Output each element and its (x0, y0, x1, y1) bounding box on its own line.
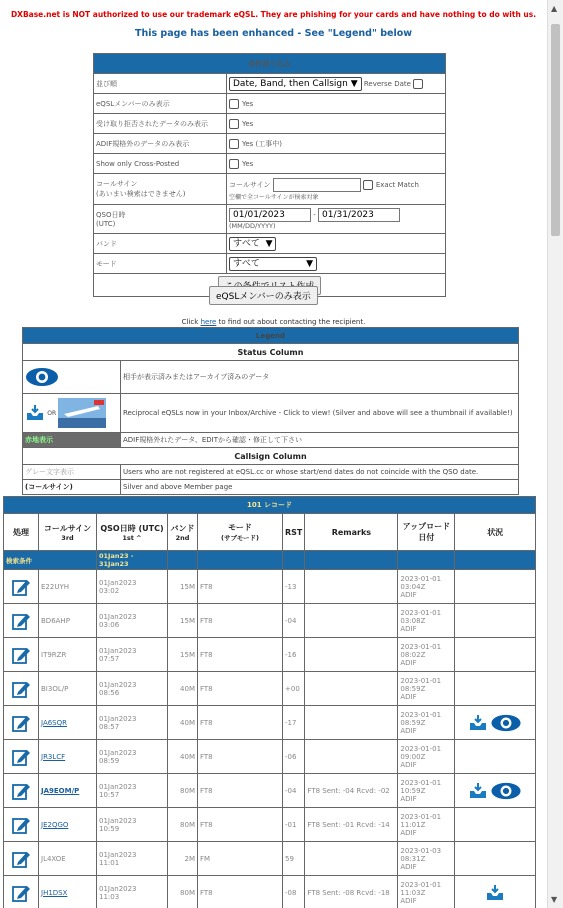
card-thumbnail-icon (58, 398, 106, 428)
col-band-label: バンド (170, 523, 195, 533)
row-qso-clock: 10:59 (99, 824, 120, 833)
edit-icon (11, 713, 31, 733)
vertical-scrollbar[interactable] (547, 0, 563, 908)
col-band-sort: 2nd (175, 533, 190, 542)
row-upload-date: 2023-01-01 (400, 642, 442, 651)
filter-empty-2 (198, 551, 283, 570)
row-mode: FT8 (198, 808, 283, 842)
scroll-thumb[interactable] (551, 24, 560, 236)
row-rst: 59 (283, 842, 305, 876)
row-rst: -04 (283, 604, 305, 638)
row-callsign (39, 740, 97, 774)
mode-select-value: すべて (233, 258, 260, 269)
row-qso-clock: 03:06 (99, 620, 120, 629)
col-remarks-label: Remarks (331, 527, 372, 537)
row-remarks (305, 638, 398, 672)
rejected-checkbox[interactable] (229, 119, 239, 129)
row-remarks: FT8 Sent: -08 Rcvd: -18 (305, 876, 398, 908)
row-upload-source: ADIF (400, 862, 417, 871)
edit-button[interactable] (4, 774, 39, 808)
table-row (4, 808, 536, 842)
row-remarks (305, 842, 398, 876)
sort-label: 並び順 (94, 74, 227, 94)
row-qso-time (97, 706, 168, 740)
edit-button[interactable] (4, 808, 39, 842)
row-mode: FT8 (198, 774, 283, 808)
filter-form (93, 53, 446, 297)
enhanced-notice: This page has been enhanced - See "Legend" below (134, 28, 413, 39)
mode-label: モード (94, 254, 227, 274)
col-qso-time-label: QSO日時 (UTC) (100, 523, 164, 533)
row-qso-date: 01Jan2023 (99, 680, 137, 689)
col-upload-date[interactable] (398, 514, 455, 551)
row-band: 15M (168, 604, 198, 638)
row-status (455, 740, 536, 774)
row-qso-clock: 11:01 (99, 858, 120, 867)
callsign-text: JL4XOE (41, 854, 66, 863)
inbox-download-icon[interactable] (485, 884, 505, 902)
row-upload-time: 08:31Z (400, 854, 426, 863)
row-upload-source: ADIF (400, 692, 417, 701)
contact-note (0, 318, 547, 326)
row-band: 40M (168, 706, 198, 740)
edit-icon (11, 815, 31, 835)
table-row (4, 570, 536, 604)
col-remarks (305, 514, 398, 551)
callsign-input[interactable] (273, 178, 361, 192)
row-status (455, 638, 536, 672)
row-qso-clock: 07:57 (99, 654, 120, 663)
exact-match-checkbox[interactable] (363, 180, 373, 190)
row-upload-date: 2023-01-01 (400, 880, 442, 889)
callsign-field-label: コールサイン (229, 180, 271, 189)
row-qso-date: 01Jan2023 (99, 782, 137, 791)
col-callsign[interactable] (39, 514, 97, 551)
band-select-value: すべて (233, 238, 260, 249)
rejected-yes: Yes (242, 119, 254, 128)
row-qso-date: 01Jan2023 (99, 714, 137, 723)
sort-select[interactable] (229, 77, 362, 91)
edit-icon (11, 611, 31, 631)
row-upload-time: 08:59Z (400, 684, 426, 693)
qso-date-label: QSO日時 (96, 211, 126, 219)
row-mode: FT8 (198, 672, 283, 706)
filter-empty-4 (305, 551, 398, 570)
chevron-down-icon: ▼ (350, 78, 358, 89)
contact-note-pre: Click (181, 318, 201, 326)
row-status (455, 604, 536, 638)
callsign-link[interactable]: JE2QGO (41, 820, 69, 829)
legend-eye-cell (23, 361, 121, 394)
row-mode: FT8 (198, 740, 283, 774)
col-band[interactable] (168, 514, 198, 551)
row-qso-date: 01Jan2023 (99, 748, 137, 757)
row-remarks (305, 672, 398, 706)
adif-label: ADIF規格外のデータのみ表示 (94, 134, 227, 154)
row-qso-clock: 08:56 (99, 688, 120, 697)
callsign-link[interactable]: JA9EOM/P (41, 786, 80, 795)
row-upload-time: 09:00Z (400, 752, 426, 761)
mode-select[interactable] (229, 257, 317, 271)
row-upload-time: 10:59Z (400, 786, 426, 795)
legend-gray-desc: Users who are not registered at eQSL.cc or whose start/end dates do not coincide with the QSO date. (121, 465, 519, 480)
row-mode: FT8 (198, 570, 283, 604)
contact-note-post: to find out about contacting the recipient. (216, 318, 366, 326)
row-callsign (39, 774, 97, 808)
inbox-download-icon[interactable] (468, 714, 488, 732)
filter-criteria-row (4, 551, 536, 570)
legend-red-desc: ADIF規格外れたデータ、EDITから確認・修正して下さい (121, 433, 519, 448)
cross-posted-label: Show only Cross-Posted (94, 154, 227, 174)
row-qso-time (97, 604, 168, 638)
edit-icon (11, 747, 31, 767)
legend-inbox-cell (23, 394, 121, 433)
table-row (4, 740, 536, 774)
filter-empty-6 (455, 551, 536, 570)
row-upload (398, 570, 455, 604)
contact-here-link[interactable]: here (200, 318, 217, 326)
reverse-date-checkbox[interactable] (413, 79, 423, 89)
row-qso-time (97, 842, 168, 876)
members-only-yes: Yes (242, 99, 254, 108)
row-upload (398, 672, 455, 706)
col-callsign-sort: 3rd (61, 533, 74, 542)
scroll-down-arrow-icon[interactable]: ▼ (551, 895, 558, 904)
row-remarks: FT8 Sent: -01 Rcvd: -14 (305, 808, 398, 842)
row-qso-clock: 03:02 (99, 586, 120, 595)
row-upload-date: 2023-01-01 (400, 744, 442, 753)
band-select[interactable] (229, 237, 276, 251)
row-callsign (39, 570, 97, 604)
row-qso-time (97, 570, 168, 604)
row-qso-time (97, 740, 168, 774)
row-upload-date: 2023-01-01 (400, 778, 442, 787)
row-band: 80M (168, 774, 198, 808)
row-qso-date: 01Jan2023 (99, 646, 137, 655)
edit-button[interactable] (4, 638, 39, 672)
row-upload (398, 706, 455, 740)
col-process (4, 514, 39, 551)
callsign-text: BI3OL/P (41, 684, 69, 693)
eye-icon (25, 366, 59, 388)
table-row (4, 604, 536, 638)
filter-criteria-range: 01Jan23 - 31Jan23 (97, 551, 168, 570)
cross-posted-checkbox[interactable] (229, 159, 239, 169)
row-upload-date: 2023-01-01 (400, 574, 442, 583)
scroll-up-arrow-icon[interactable]: ▲ (551, 4, 558, 13)
callsign-column-heading: Callsign Column (23, 448, 519, 465)
date-format-hint: (MM/DD/YYYY) (229, 222, 276, 230)
status-column-heading: Status Column (23, 344, 519, 361)
row-upload-source: ADIF (400, 726, 417, 735)
row-band: 80M (168, 808, 198, 842)
row-callsign (39, 842, 97, 876)
row-rst: -06 (283, 740, 305, 774)
callsign-text: E22UYH (41, 582, 69, 591)
callsign-hint: 空欄で全コールサインが検索対象 (229, 193, 319, 201)
row-status (455, 774, 536, 808)
reverse-date-label: Reverse Date (363, 79, 411, 88)
row-remarks: FT8 Sent: -04 Rcvd: -02 (305, 774, 398, 808)
inbox-download-icon (25, 404, 45, 422)
callsign-link[interactable]: JR3LCF (41, 752, 66, 761)
row-upload-source: ADIF (400, 760, 417, 769)
qso-date-utc: (UTC) (96, 220, 116, 228)
row-rst: -17 (283, 706, 305, 740)
legend-bold-label: (コールサイン) (23, 480, 121, 495)
row-upload-source: ADIF (400, 896, 417, 905)
filter-empty-3 (283, 551, 305, 570)
row-rst: -16 (283, 638, 305, 672)
row-qso-clock: 08:59 (99, 756, 120, 765)
edit-icon (11, 645, 31, 665)
col-qso-time[interactable] (97, 514, 168, 551)
row-qso-date: 01Jan2023 (99, 884, 137, 893)
col-process-label: 処理 (13, 527, 29, 537)
row-rst: -08 (283, 876, 305, 908)
row-qso-time (97, 876, 168, 908)
row-qso-date: 01Jan2023 (99, 850, 137, 859)
exact-match-label: Exact Match (375, 180, 419, 189)
edit-icon (11, 781, 31, 801)
edit-icon (11, 577, 31, 597)
row-upload (398, 876, 455, 908)
inbox-download-icon[interactable] (468, 782, 488, 800)
row-status (455, 842, 536, 876)
col-rst (283, 514, 305, 551)
callsign-text: BD6AHP (41, 616, 70, 625)
edit-button[interactable] (4, 842, 39, 876)
row-upload-time: 03:08Z (400, 616, 426, 625)
row-upload (398, 740, 455, 774)
row-band: 15M (168, 638, 198, 672)
row-upload-time: 08:02Z (400, 650, 426, 659)
callsign-note: (あいまい検索はできません) (96, 190, 186, 198)
row-qso-time (97, 774, 168, 808)
row-rst: -04 (283, 774, 305, 808)
records-table (3, 496, 536, 908)
filter-criteria-label (4, 551, 97, 570)
row-band: 15M (168, 570, 198, 604)
filter-criteria-text: 検索条件 (6, 556, 32, 565)
edit-button[interactable] (4, 706, 39, 740)
adif-yes: Yes (工事中) (242, 139, 282, 148)
row-callsign (39, 706, 97, 740)
row-qso-clock: 08:57 (99, 722, 120, 731)
row-callsign (39, 604, 97, 638)
adif-checkbox[interactable] (229, 139, 239, 149)
members-only-label: eQSLメンバーのみ表示 (94, 94, 227, 114)
row-mode: FT8 (198, 604, 283, 638)
row-callsign (39, 672, 97, 706)
table-row (4, 706, 536, 740)
row-band: 40M (168, 672, 198, 706)
row-qso-time (97, 638, 168, 672)
edit-icon (11, 883, 31, 903)
table-row (4, 774, 536, 808)
members-only-button[interactable]: eQSLメンバーのみ表示 (209, 286, 318, 305)
row-upload-time: 03:04Z (400, 582, 426, 591)
col-rst-label: RST (285, 527, 303, 537)
row-status (455, 808, 536, 842)
row-upload (398, 638, 455, 672)
row-band: 2M (168, 842, 198, 876)
row-callsign (39, 808, 97, 842)
sort-select-value: Date, Band, then Callsign (233, 78, 348, 89)
row-remarks (305, 706, 398, 740)
row-callsign (39, 876, 97, 908)
row-qso-time (97, 808, 168, 842)
row-upload-date: 2023-01-01 (400, 676, 442, 685)
row-status (455, 672, 536, 706)
edit-button[interactable] (4, 672, 39, 706)
cross-posted-yes: Yes (242, 159, 254, 168)
table-row (4, 672, 536, 706)
row-upload-date: 2023-01-01 (400, 812, 442, 821)
edit-button[interactable] (4, 604, 39, 638)
row-upload-source: ADIF (400, 658, 417, 667)
trademark-warning: DXBase.net is NOT authorized to use our trademark eQSL. They are phishing for your cards and have nothing to do with us. (10, 10, 537, 19)
col-upload-date-label: アップロード 日付 (402, 522, 451, 542)
rejected-label: 受け取り拒否されたデータのみ表示 (94, 114, 227, 134)
row-upload-source: ADIF (400, 590, 417, 599)
row-upload-date: 2023-01-01 (400, 710, 442, 719)
row-qso-date: 01Jan2023 (99, 578, 137, 587)
row-callsign (39, 638, 97, 672)
legend-title: Legend (23, 328, 519, 344)
row-remarks (305, 570, 398, 604)
col-callsign-label: コールサイン (43, 523, 92, 533)
callsign-link[interactable]: JH1DSX (41, 888, 68, 897)
row-qso-clock: 11:03 (99, 892, 120, 901)
legend-gray-label: グレー文字表示 (23, 465, 121, 480)
legend-inbox-desc: Reciprocal eQSLs now in your Inbox/Archive - Click to view! (Silver and above will see a thumbnail if available!) (121, 394, 519, 433)
row-qso-date: 01Jan2023 (99, 816, 137, 825)
row-upload (398, 808, 455, 842)
row-upload (398, 604, 455, 638)
band-label: バンド (94, 234, 227, 254)
row-upload-date: 2023-01-03 (400, 846, 442, 855)
legend-or: OR (47, 410, 57, 417)
row-band: 80M (168, 876, 198, 908)
filter-empty-1 (168, 551, 198, 570)
edit-button[interactable] (4, 740, 39, 774)
row-upload-time: 08:59Z (400, 718, 426, 727)
row-upload-time: 11:01Z (400, 820, 426, 829)
row-qso-date: 01Jan2023 (99, 612, 137, 621)
callsign-label: コールサイン (96, 180, 138, 188)
chevron-down-icon: ▼ (306, 258, 313, 269)
row-upload-date: 2023-01-01 (400, 608, 442, 617)
row-mode: FT8 (198, 638, 283, 672)
eye-icon[interactable] (490, 713, 522, 733)
edit-icon (11, 849, 31, 869)
table-row (4, 638, 536, 672)
chevron-down-icon: ▼ (265, 238, 273, 249)
col-status (455, 514, 536, 551)
row-upload-source: ADIF (400, 794, 417, 803)
row-status (455, 876, 536, 908)
row-rst: +00 (283, 672, 305, 706)
callsign-text: IT9RZR (41, 650, 67, 659)
col-qso-time-sort: 1st ^ (122, 533, 142, 542)
row-upload (398, 774, 455, 808)
row-mode: FT8 (198, 876, 283, 908)
row-rst: -13 (283, 570, 305, 604)
col-mode-label: モード (228, 523, 252, 532)
legend-table (22, 327, 519, 495)
edit-icon (11, 679, 31, 699)
row-qso-clock: 10:57 (99, 790, 120, 799)
row-mode: FT8 (198, 706, 283, 740)
row-mode: FM (198, 842, 283, 876)
col-mode-sub: (サブモード) (221, 534, 259, 542)
table-row (4, 842, 536, 876)
date-to-input[interactable]: 01/31/2023 (318, 208, 400, 222)
row-upload-source: ADIF (400, 624, 417, 633)
row-band: 40M (168, 740, 198, 774)
members-only-checkbox[interactable] (229, 99, 239, 109)
records-count: 101 レコード (4, 497, 536, 514)
row-remarks (305, 604, 398, 638)
date-from-input[interactable]: 01/01/2023 (229, 208, 311, 222)
callsign-link[interactable]: JA6SQR (41, 718, 68, 727)
filter-empty-5 (398, 551, 455, 570)
edit-button[interactable] (4, 570, 39, 604)
col-mode[interactable] (198, 514, 283, 551)
legend-eye-desc: 相手が表示済みまたはアーカイブ済みのデータ (121, 361, 519, 394)
row-status (455, 570, 536, 604)
legend-red-label: 赤地表示 (23, 433, 121, 448)
row-upload-time: 11:03Z (400, 888, 426, 897)
row-upload-source: ADIF (400, 828, 417, 837)
row-upload (398, 842, 455, 876)
row-qso-time (97, 672, 168, 706)
col-status-label: 状況 (487, 527, 504, 537)
date-separator: - (313, 211, 316, 219)
eye-icon[interactable] (490, 781, 522, 801)
table-row (4, 876, 536, 908)
edit-button[interactable] (4, 876, 39, 908)
legend-bold-desc: Silver and above Member page (121, 480, 519, 495)
filter-title: 条件絞り込み (94, 54, 446, 74)
row-remarks (305, 740, 398, 774)
row-rst: -01 (283, 808, 305, 842)
row-status (455, 706, 536, 740)
